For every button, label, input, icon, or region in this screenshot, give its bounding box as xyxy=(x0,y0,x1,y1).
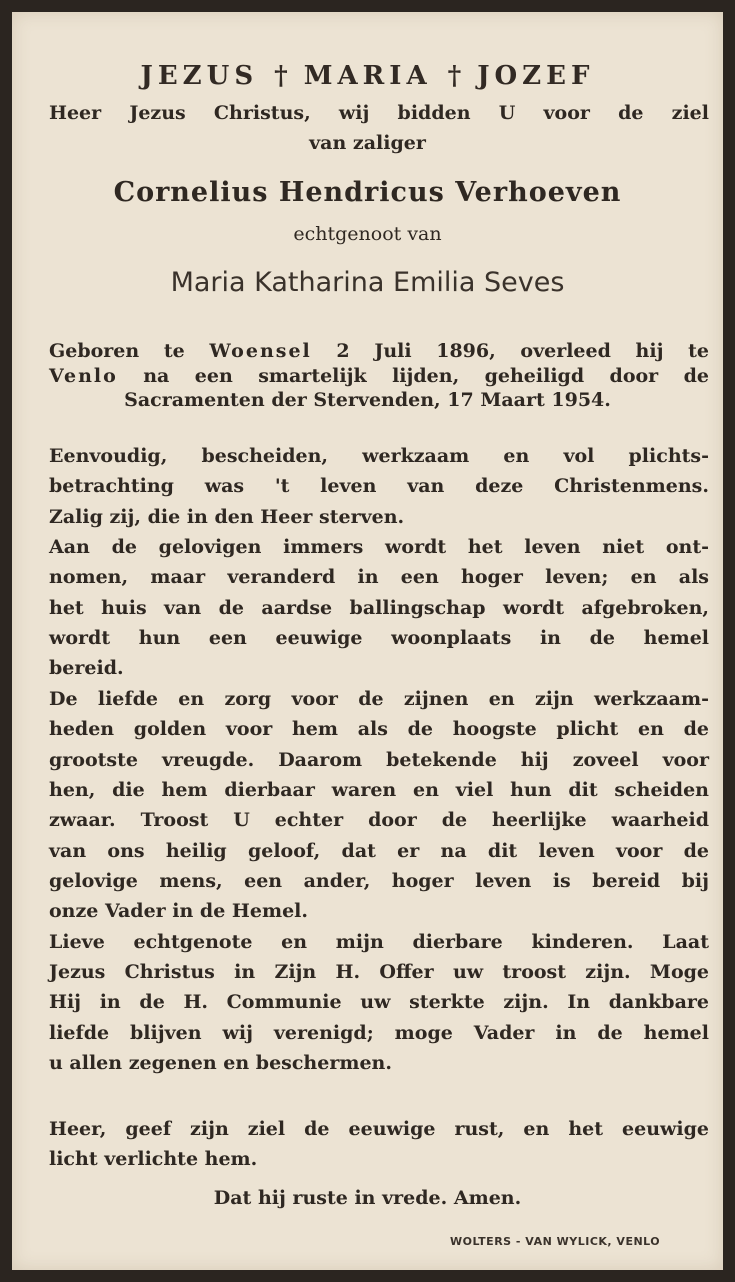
body-line: Eenvoudig, bescheiden, werkzaam en vol plichts- xyxy=(49,445,709,467)
spouse-name: Maria Katharina Emilia Seves xyxy=(170,267,565,298)
printer-imprint: WOLTERS - VAN WYLICK, VENLO xyxy=(450,1235,661,1248)
body-line: zwaar. Troost U echter door de heerlijke waarheid xyxy=(49,809,709,832)
body-line: Zalig zij, die in den Heer sterven. xyxy=(49,505,405,528)
relation-text: echtgenoot van xyxy=(293,223,442,245)
body-line: Lieve echtgenote en mijn dierbare kinderen. Laat xyxy=(49,930,709,953)
memorial-card xyxy=(12,12,723,1270)
body-line: bereid. xyxy=(49,657,124,680)
body-line: Aan de gelovigen immers wordt het leven niet ont- xyxy=(49,536,709,559)
header-word-jezus: JEZUS xyxy=(140,61,259,91)
header-invocation xyxy=(12,56,723,96)
deceased-name: Cornelius Hendricus Verhoeven xyxy=(113,177,622,208)
body-line: Hij in de H. Communie uw sterkte zijn. In dankbare xyxy=(49,991,709,1014)
body-line: heden golden voor hem als de hoogste plicht en de xyxy=(49,718,709,741)
body-line: hen, die hem dierbaar waren en viel hun dit scheiden xyxy=(49,778,709,801)
header-word-maria: MARIA xyxy=(303,61,432,91)
closing-line: Dat hij ruste in vrede. Amen. xyxy=(213,1187,522,1209)
intro-line: Heer Jezus Christus, wij bidden U voor de ziel xyxy=(49,102,709,124)
intro-line: van zaliger xyxy=(309,132,426,154)
life-line: Geboren te Woensel 2 Juli 1896, overleed hij te xyxy=(49,340,709,362)
body-line: nomen, maar veranderd in een hoger leven; en als xyxy=(49,566,709,589)
header-word-jozef: JOZEF xyxy=(477,61,595,91)
prayer-line: Heer, geef zijn ziel de eeuwige rust, en het eeuwige xyxy=(49,1118,709,1140)
life-line: Venlo na een smartelijk lijden, geheiligd door de xyxy=(49,365,709,387)
prayer-line: licht verlichte hem. xyxy=(49,1148,258,1170)
cross-icon: † xyxy=(447,61,462,91)
life-line: Sacramenten der Stervenden, 17 Maart 1954. xyxy=(124,389,611,411)
body-line: gelovige mens, een ander, hoger leven is bereid bij xyxy=(49,869,709,892)
body-line: betrachting was 't leven van deze Christenmens. xyxy=(49,475,709,498)
body-line: grootste vreugde. Daarom betekende hij zoveel voor xyxy=(49,748,709,771)
body-line: van ons heilig geloof, dat er na dit leven voor de xyxy=(49,839,709,862)
body-line: u allen zegenen en beschermen. xyxy=(49,1052,392,1074)
body-line: het huis van de aardse ballingschap wordt afgebroken, xyxy=(49,596,709,619)
body-line: Jezus Christus in Zijn H. Offer uw troost zijn. Moge xyxy=(49,960,709,983)
body-line: liefde blijven wij verenigd; moge Vader in de hemel xyxy=(49,1021,709,1044)
cross-icon: † xyxy=(274,61,288,91)
body-line: De liefde en zorg voor de zijnen en zijn werkzaam- xyxy=(49,687,709,710)
body-line: wordt hun een eeuwige woonplaats in de hemel xyxy=(49,627,709,650)
body-line: onze Vader in de Hemel. xyxy=(49,900,308,923)
